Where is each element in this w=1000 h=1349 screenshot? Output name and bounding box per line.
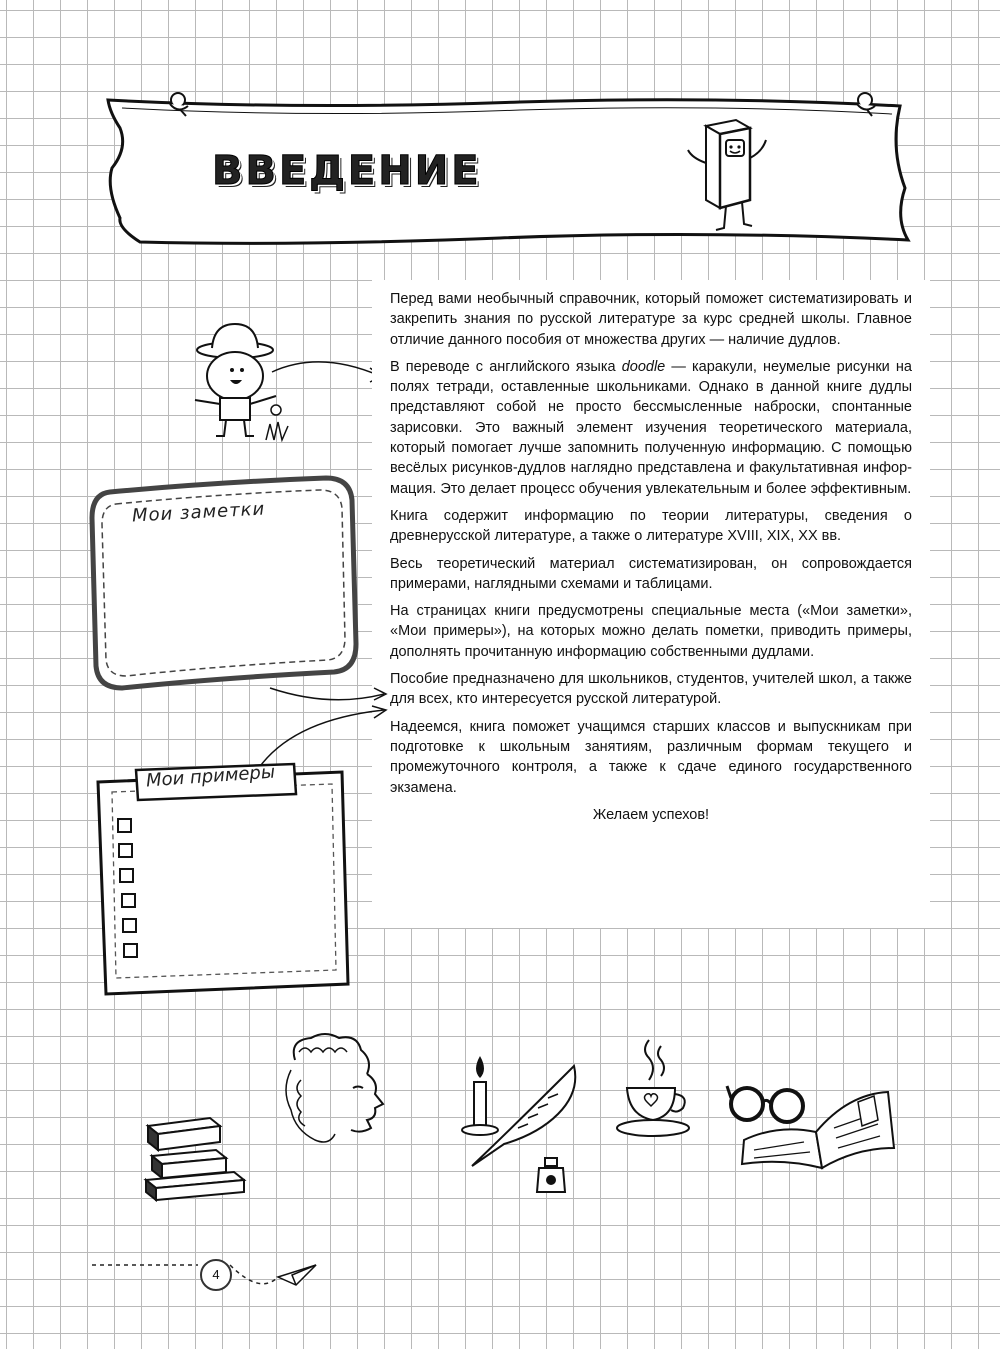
paper-plane-icon bbox=[278, 1265, 316, 1285]
pushkin-portrait-icon bbox=[275, 1030, 395, 1150]
page-title: ВВЕДЕНИЕ bbox=[212, 148, 482, 194]
intro-paragraph: Весь теоретический материал систематизирован, он сопровождается примерами, наглядными схемами и таблицами. bbox=[390, 555, 912, 592]
intro-paragraph: Надеемся, книга поможет учащимся старших классов и выпускникам при подготовке к школьным занятиям, различным формам текущего и промежуточного контроля, а также к сдаче единого государственного экзамена. bbox=[390, 718, 912, 796]
example-checkbox[interactable] bbox=[117, 818, 132, 833]
books-stack-icon bbox=[138, 1112, 253, 1202]
example-checkbox[interactable] bbox=[119, 868, 134, 883]
page-number: 4 bbox=[200, 1259, 232, 1291]
intro-term: doodle bbox=[621, 358, 666, 375]
notes-label: Мои заметки bbox=[131, 498, 266, 527]
intro-paragraph: На страницах книги предусмотрены специальные места («Мои заметки», «Мои примеры»), на которых можно делать пометки, приводить примеры, дополнять прочитанную информацию собственными дудлами. bbox=[390, 603, 912, 660]
intro-text-span: — каракули, неумелые рисунки на полях тетради, оставленные школьниками. Однако в данной книге дудлы представляют собой не просто бессмысленные наброски, спонтанные зарисовки. Это важный элемент изучения теоретического материала, который помогает лучше запомнить полученную информацию. С помощью весёлых рисунков-дудлов наглядно представлена и факультативная информация. Это делает процесс обучения увлекательным и более эффективным. bbox=[390, 358, 912, 497]
intro-paragraph: Пособие предназначено для школьников, студентов, учителей школ, а также для всех, кто интересуется русской литературой. bbox=[390, 671, 912, 708]
quill-icon bbox=[468, 1062, 588, 1172]
intro-paragraph: Перед вами необычный справочник, который поможет систематизировать и закрепить знания по русской литературе за курс средней школы. Главное отличие данного пособия от множества других — наличие дудлов. bbox=[390, 291, 912, 348]
intro-text-span: В переводе с английского языка bbox=[390, 358, 622, 375]
example-checkbox[interactable] bbox=[121, 893, 136, 908]
open-book-icon bbox=[738, 1088, 898, 1173]
example-checkbox[interactable] bbox=[122, 918, 137, 933]
intro-paragraph bbox=[390, 357, 912, 499]
teacup-icon bbox=[613, 1036, 698, 1141]
examples-label: Мои примеры bbox=[145, 761, 276, 792]
inkwell-icon bbox=[533, 1156, 569, 1196]
checkbox-list bbox=[117, 818, 137, 968]
example-checkbox[interactable] bbox=[118, 843, 133, 858]
example-checkbox[interactable] bbox=[123, 943, 138, 958]
intro-paragraph: Книга содержит информацию по теории литературы, сведения о древнерусской литературе, а также о литературе XVIII, XIX, XX вв. bbox=[390, 507, 912, 545]
intro-text bbox=[390, 289, 912, 832]
closing-wish: Желаем успехов! bbox=[592, 806, 710, 823]
